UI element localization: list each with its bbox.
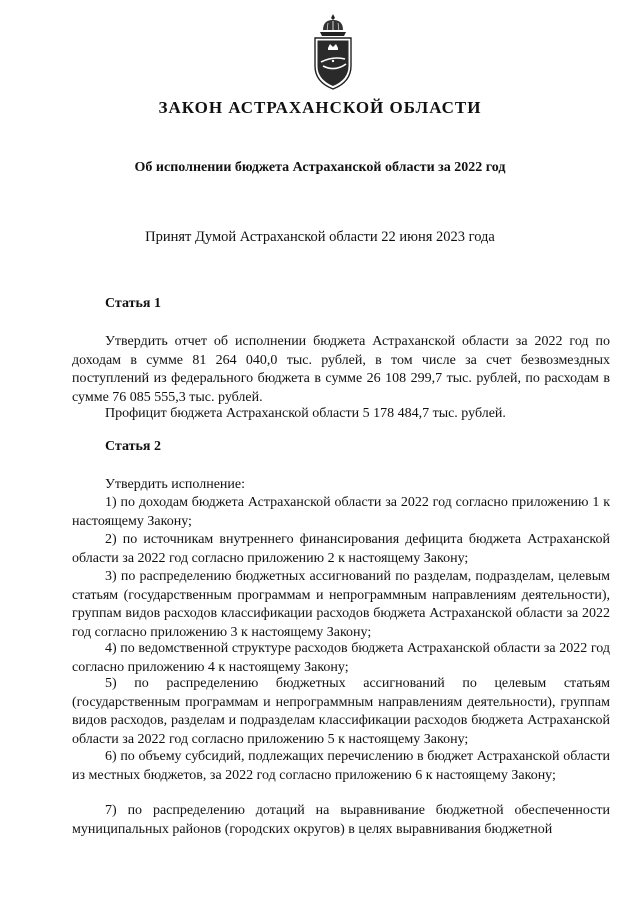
article-1-heading: Статья 1: [105, 296, 161, 311]
adoption-note: Принят Думой Астраханской области 22 июня 2023 года: [145, 229, 495, 245]
article-1-paragraph: Утвердить отчет об исполнении бюджета Астраханской области за 2022 год по доходам в сумме 81 264 040,0 тыс. рублей, в том числе за счет безвозмездных поступлений из федерального бюджета в сумме 26 108 299,7 тыс. рублей, по расходам в сумме 76 085 555,3 тыс. рублей.: [72, 334, 610, 405]
article-2-item: 6) по объему субсидий, подлежащих перечислению в бюджет Астраханской области из местных бюджетов, за 2022 год согласно приложению 6 к настоящему Закону;: [72, 749, 610, 783]
article-2-item: 1) по доходам бюджета Астраханской области за 2022 год согласно приложению 1 к настоящему Закону;: [72, 495, 610, 529]
astrakhan-coat-of-arms-icon: [309, 12, 357, 92]
article-2-item: 4) по ведомственной структуре расходов бюджета Астраханской области за 2022 год согласно приложению 4 к настоящему Закону;: [72, 641, 610, 675]
article-2-heading: Статья 2: [105, 439, 161, 454]
document-subtitle: Об исполнении бюджета Астраханской области за 2022 год: [134, 160, 506, 175]
article-1-paragraph: Профицит бюджета Астраханской области 5 178 484,7 тыс. рублей.: [105, 406, 506, 421]
article-2-intro: Утвердить исполнение:: [105, 477, 245, 492]
document-title: ЗАКОН АСТРАХАНСКОЙ ОБЛАСТИ: [158, 98, 482, 117]
article-2-item: 7) по распределению дотаций на выравнивание бюджетной обеспеченности муниципальных районов (городских округов) в целях выравнивания бюджетной: [72, 803, 610, 837]
article-2-item: 5) по распределению бюджетных ассигнований по целевым статьям (государственным программам и непрограммным направлениям деятельности), группам видов расходов, разделам и подразделам классификации расходов бюджета Астраханской области за 2022 год согласно приложению 5 к настоящему Закону;: [72, 676, 610, 747]
article-2-item: 3) по распределению бюджетных ассигнований по разделам, подразделам, целевым статьям (государственным программам и непрограммным направлениям деятельности), группам видов расходов классификации расходов бюджета Астраханской области за 2022 год согласно приложению 3 к настоящему Закону;: [72, 569, 610, 640]
article-2-item: 2) по источникам внутреннего финансирования дефицита бюджета Астраханской области за 2022 год согласно приложению 2 к настоящему Закону;: [72, 532, 610, 566]
